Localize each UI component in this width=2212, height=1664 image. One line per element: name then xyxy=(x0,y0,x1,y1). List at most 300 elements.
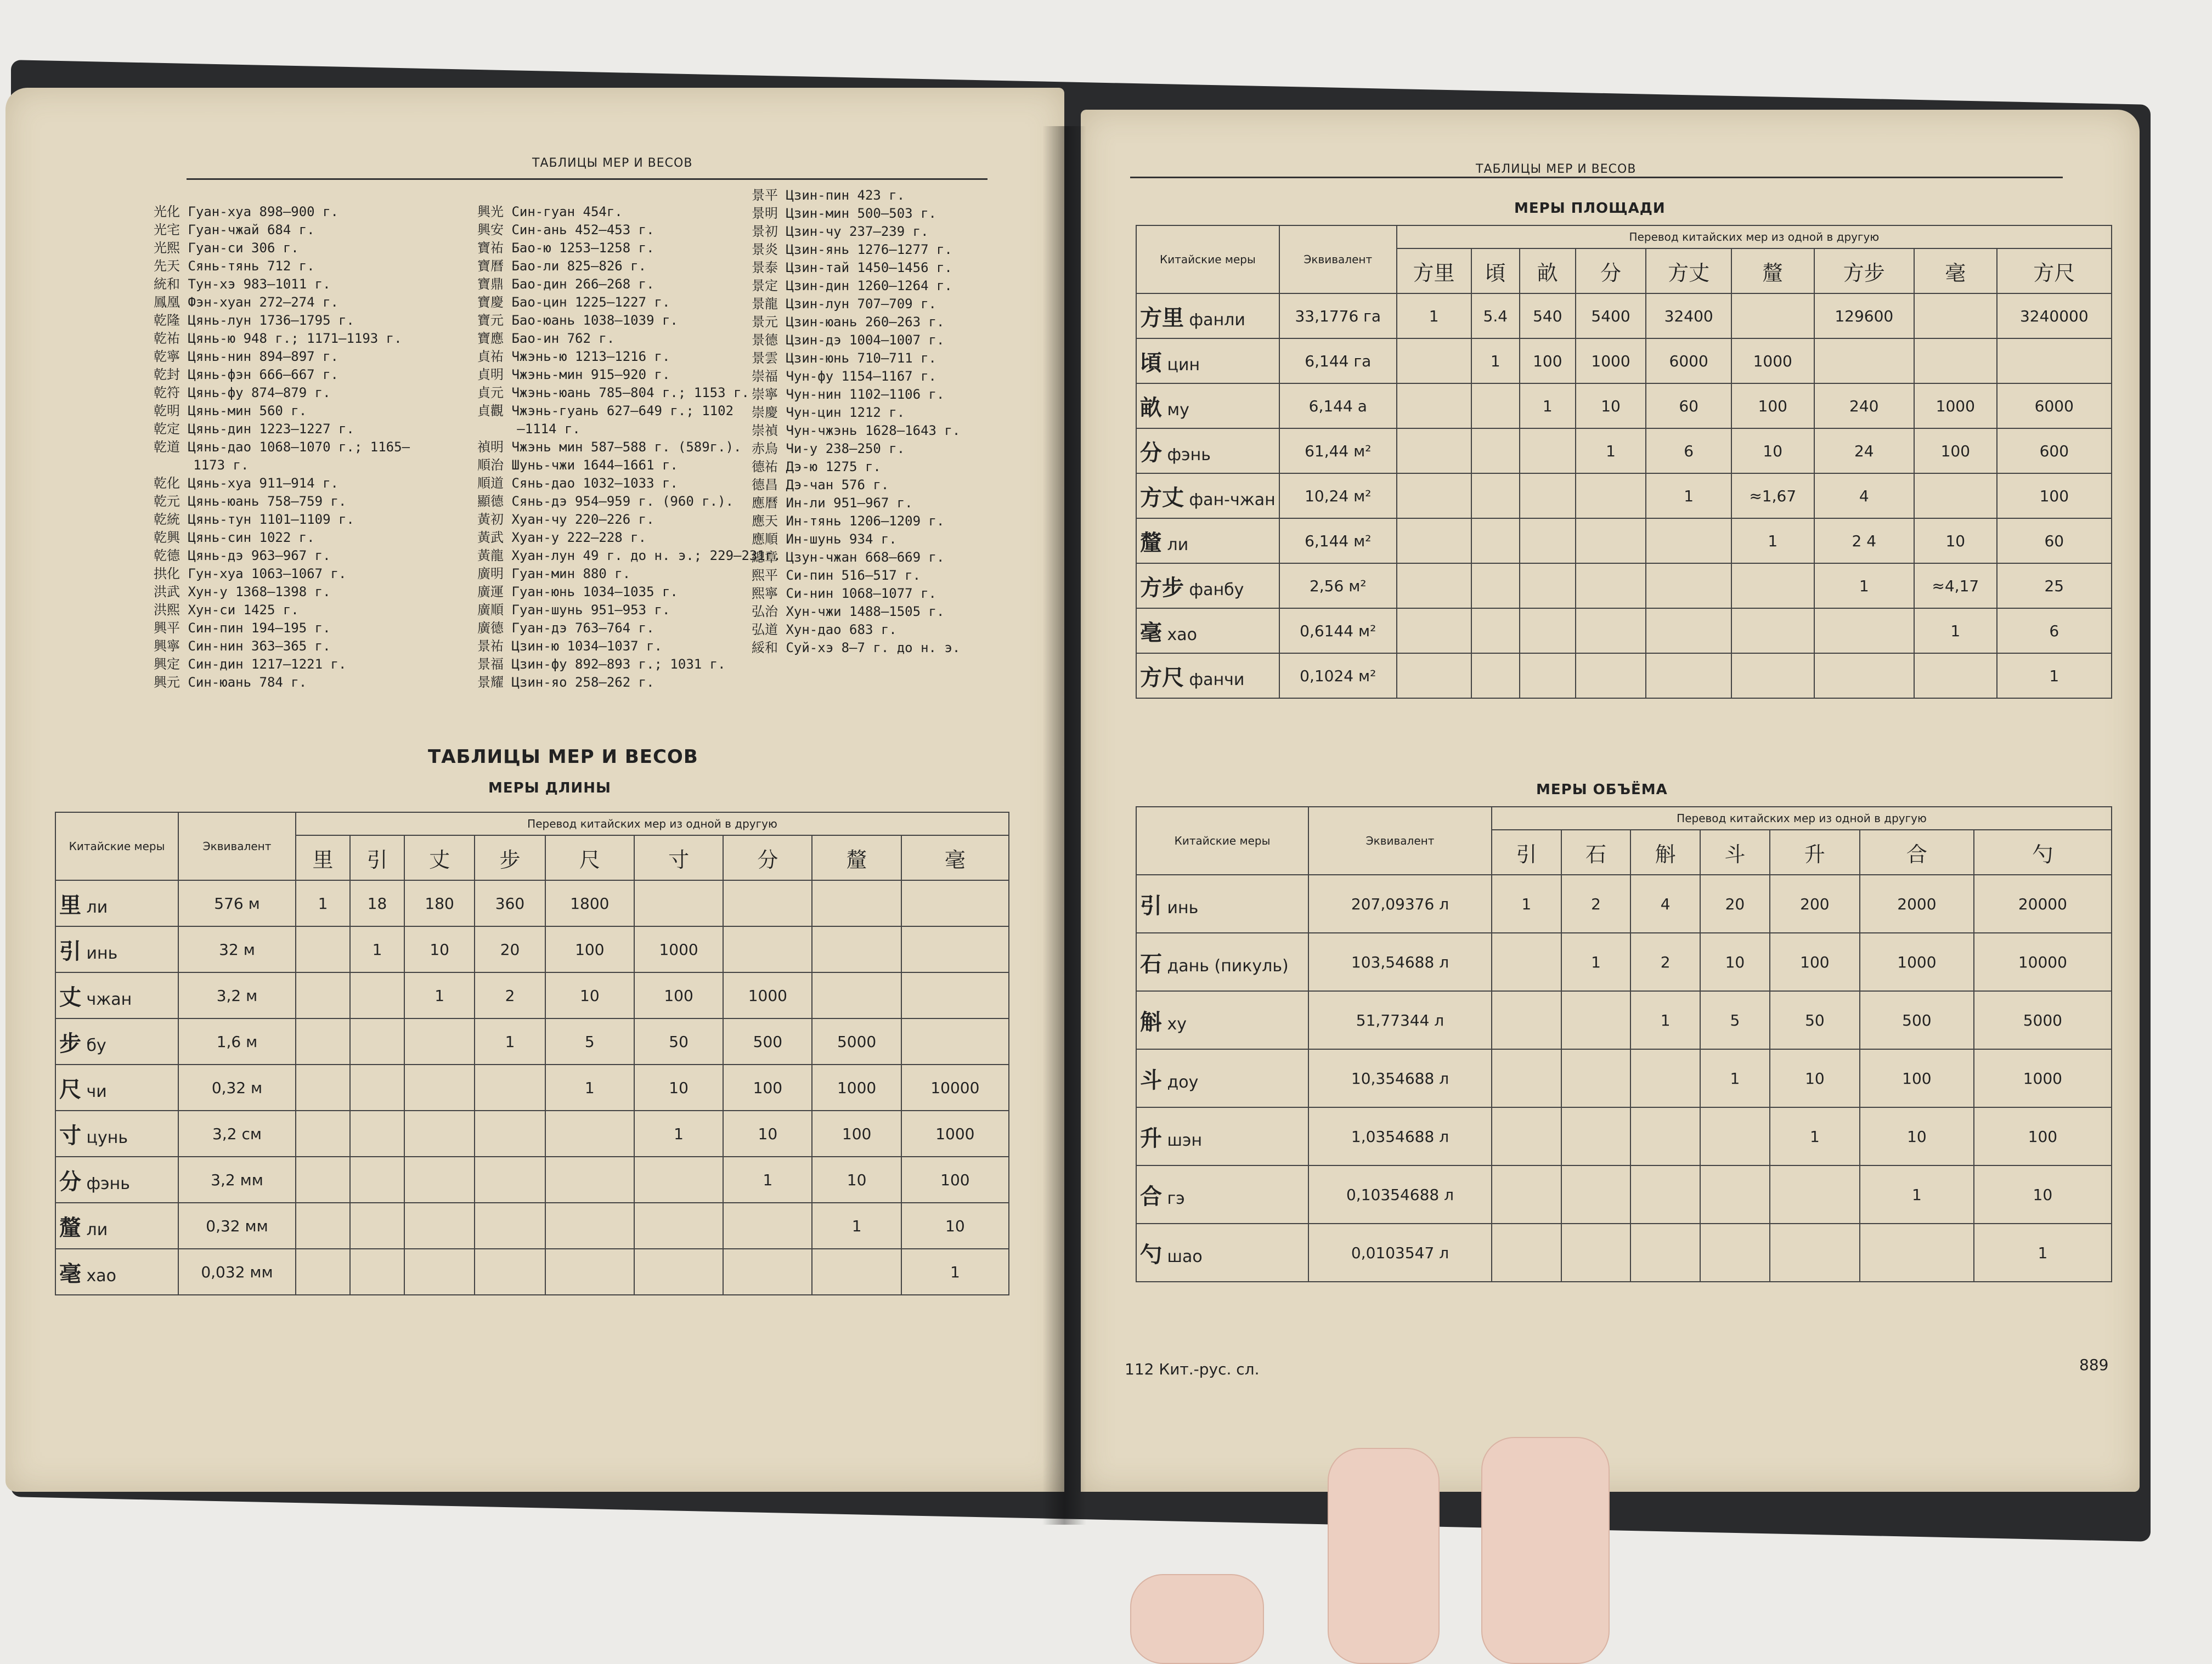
era-entry: 顯德 Сянь-дэ 954—959 г. (960 г.). xyxy=(477,494,734,509)
era-entry: 弘治 Хун-чжи 1488—1505 г. xyxy=(752,604,945,619)
unit-name xyxy=(1136,518,1279,563)
unit-header: 合 xyxy=(1860,830,1974,875)
equivalent-value: 51,77344 л xyxy=(1308,991,1492,1049)
table-row xyxy=(55,926,1009,972)
conversion-cell xyxy=(1492,1224,1561,1282)
equivalent-value: 0,32 м xyxy=(178,1065,296,1111)
right-header-rule xyxy=(1130,177,2063,178)
length-title: МЕРЫ ДЛИНЫ xyxy=(488,780,611,796)
volume-title: МЕРЫ ОБЪЁМА xyxy=(1536,782,1668,798)
era-entry: 光化 Гуан-хуа 898—900 г. xyxy=(154,204,338,219)
conversion-cell: 1 xyxy=(545,1065,634,1111)
conversion-cell xyxy=(545,1111,634,1157)
conversion-cell xyxy=(350,1157,404,1203)
conversion-cell: 1 xyxy=(1731,518,1814,563)
unit-hanzi: 升 xyxy=(1140,1125,1162,1151)
unit-name xyxy=(1136,338,1279,383)
header-equivalent: Эквивалент xyxy=(1279,225,1397,293)
unit-header: 方里 xyxy=(1397,248,1471,293)
table-row xyxy=(1136,1049,2112,1107)
unit-hanzi: 方尺 xyxy=(1140,665,1184,690)
conversion-cell: 1000 xyxy=(1731,338,1814,383)
conversion-cell: 1 xyxy=(1700,1049,1770,1107)
era-entry: 光宅 Гуан-чжай 684 г. xyxy=(154,222,315,237)
equivalent-value: 0,0103547 л xyxy=(1308,1224,1492,1282)
unit-reading: бу xyxy=(81,1035,106,1055)
conversion-cell xyxy=(296,972,350,1018)
conversion-cell xyxy=(350,1249,404,1295)
conversion-cell xyxy=(1397,338,1471,383)
table-row xyxy=(55,1111,1009,1157)
unit-header: 分 xyxy=(1576,248,1646,293)
era-entry: 景德 Цзин-дэ 1004—1007 г. xyxy=(752,332,945,348)
conversion-cell: 2000 xyxy=(1860,875,1974,933)
conversion-cell xyxy=(1561,1224,1631,1282)
conversion-cell xyxy=(1576,518,1646,563)
era-entry: 崇福 Чун-фу 1154—1167 г. xyxy=(752,369,936,384)
conversion-cell xyxy=(296,1065,350,1111)
era-entry: 弘道 Хун-дао 683 г. xyxy=(752,622,897,637)
era-entry: 乾道 Цянь-дао 1068—1070 г.; 1165— xyxy=(154,439,410,455)
right-page xyxy=(1081,110,2140,1492)
era-entry: 洪熙 Хун-си 1425 г. xyxy=(154,602,299,618)
unit-hanzi: 釐 xyxy=(1140,530,1162,556)
conversion-cell xyxy=(404,1249,475,1295)
era-entry: 景初 Цзин-чу 237—239 г. xyxy=(752,224,929,239)
unit-reading: ху xyxy=(1162,1014,1187,1034)
page-number: 889 xyxy=(2079,1356,2109,1374)
conversion-cell: 1 xyxy=(1520,383,1576,428)
conversion-cell xyxy=(1471,653,1520,698)
conversion-cell: 180 xyxy=(404,880,475,926)
era-entry: 興寧 Син-нин 363—365 г. xyxy=(154,638,331,654)
era-entry: 寶應 Бао-ин 762 г. xyxy=(477,331,615,346)
conversion-cell: 1000 xyxy=(1974,1049,2112,1107)
conversion-cell: 60 xyxy=(1997,518,2112,563)
unit-reading: хао xyxy=(81,1266,117,1286)
equivalent-value: 0,6144 м² xyxy=(1279,608,1397,653)
conversion-cell xyxy=(901,926,1009,972)
conversion-cell: 1000 xyxy=(723,972,812,1018)
conversion-cell xyxy=(1471,383,1520,428)
table-row xyxy=(1136,338,2112,383)
unit-name xyxy=(1136,608,1279,653)
era-entry: 乾興 Цянь-син 1022 г. xyxy=(154,530,315,545)
unit-header: 斗 xyxy=(1700,830,1770,875)
equivalent-value: 0,032 мм xyxy=(178,1249,296,1295)
conversion-cell: 100 xyxy=(1914,428,1997,473)
conversion-cell: 1800 xyxy=(545,880,634,926)
table-row xyxy=(55,1249,1009,1295)
era-entry: 景明 Цзин-мин 500—503 г. xyxy=(752,206,936,221)
era-list-column-1 xyxy=(154,203,410,692)
unit-reading: чи xyxy=(81,1082,107,1101)
era-entry: 乾隆 Цянь-лун 1736—1795 г. xyxy=(154,313,354,328)
header-conversion: Перевод китайских мер из одной в другую xyxy=(296,812,1009,835)
unit-reading: цин xyxy=(1162,355,1200,375)
table-row xyxy=(1136,991,2112,1049)
equivalent-value: 61,44 м² xyxy=(1279,428,1397,473)
conversion-cell xyxy=(296,926,350,972)
unit-header: 方丈 xyxy=(1646,248,1731,293)
equivalent-value: 6,144 а xyxy=(1279,383,1397,428)
conversion-cell: 100 xyxy=(1860,1049,1974,1107)
left-running-head: ТАБЛИЦЫ МЕР И ВЕСОВ xyxy=(532,156,693,170)
table-row xyxy=(1136,428,2112,473)
conversion-cell xyxy=(1492,1165,1561,1224)
era-entry: 廣德 Гуан-дэ 763—764 г. xyxy=(477,620,654,636)
equivalent-value: 6,144 м² xyxy=(1279,518,1397,563)
finger xyxy=(1130,1574,1264,1664)
conversion-cell: 50 xyxy=(1770,991,1860,1049)
unit-name xyxy=(55,1203,178,1249)
conversion-cell: 10 xyxy=(1576,383,1646,428)
era-entry: 順道 Сянь-дао 1032—1033 г. xyxy=(477,476,678,491)
header-measures: Китайские меры xyxy=(1136,807,1308,875)
era-entry: 崇寧 Чун-нин 1102—1106 г. xyxy=(752,387,945,402)
era-entry: 乾定 Цянь-дин 1223—1227 г. xyxy=(154,421,354,437)
header-conversion: Перевод китайских мер из одной в другую xyxy=(1492,807,2112,830)
conversion-cell xyxy=(1397,518,1471,563)
unit-name xyxy=(1136,383,1279,428)
conversion-cell: 20 xyxy=(475,926,545,972)
conversion-cell xyxy=(1520,563,1576,608)
conversion-cell: 360 xyxy=(475,880,545,926)
conversion-cell xyxy=(475,1203,545,1249)
conversion-cell xyxy=(1646,563,1731,608)
conversion-cell: 3240000 xyxy=(1997,293,2112,338)
conversion-cell: 100 xyxy=(812,1111,901,1157)
conversion-cell: 100 xyxy=(1974,1107,2112,1165)
era-entry: 拱化 Гун-хуа 1063—1067 г. xyxy=(154,566,347,581)
unit-header: 升 xyxy=(1770,830,1860,875)
header-equivalent: Эквивалент xyxy=(178,812,296,880)
conversion-cell xyxy=(1576,653,1646,698)
conversion-cell: 1 xyxy=(1814,563,1914,608)
conversion-cell: 1 xyxy=(1492,875,1561,933)
era-entry: 景元 Цзин-юань 260—263 г. xyxy=(752,314,945,330)
conversion-cell xyxy=(634,1157,723,1203)
unit-reading: шао xyxy=(1162,1247,1203,1266)
conversion-cell xyxy=(1397,383,1471,428)
era-entry: 總章 Цзун-чжан 668—669 г. xyxy=(752,550,945,565)
equivalent-value: 1,0354688 л xyxy=(1308,1107,1492,1165)
era-entry: 綏和 Суй-хэ 8—7 г. до н. э. xyxy=(752,640,961,655)
era-entry: 貞祐 Чжэнь-ю 1213—1216 г. xyxy=(477,349,670,364)
conversion-cell xyxy=(1520,518,1576,563)
conversion-cell xyxy=(1492,991,1561,1049)
conversion-cell xyxy=(404,1157,475,1203)
era-entry: 廣明 Гуан-мин 880 г. xyxy=(477,566,631,581)
era-entry: 赤烏 Чи-у 238—250 г. xyxy=(752,441,905,456)
era-entry: 興安 Син-ань 452—453 г. xyxy=(477,222,654,237)
conversion-cell: 1 xyxy=(1576,428,1646,473)
conversion-cell: 6 xyxy=(1997,608,2112,653)
unit-reading: хао xyxy=(1162,625,1198,644)
era-entry: 乾明 Цянь-мин 560 г. xyxy=(154,403,307,418)
era-entry: 先天 Сянь-тянь 712 г. xyxy=(154,258,315,274)
conversion-cell: 4 xyxy=(1814,473,1914,518)
conversion-cell: 5.4 xyxy=(1471,293,1520,338)
table-row xyxy=(1136,1165,2112,1224)
conversion-cell: 100 xyxy=(1770,933,1860,991)
conversion-cell xyxy=(723,1203,812,1249)
signature-line: 112 Кит.-рус. сл. xyxy=(1125,1360,1260,1378)
era-entry: 景祐 Цзин-ю 1034—1037 г. xyxy=(477,638,662,654)
era-entry: 乾寧 Цянь-нин 894—897 г. xyxy=(154,349,338,364)
unit-reading: цунь xyxy=(81,1128,128,1147)
conversion-cell: 100 xyxy=(901,1157,1009,1203)
conversion-cell xyxy=(1520,608,1576,653)
conversion-cell xyxy=(1630,1224,1700,1282)
conversion-cell: 10 xyxy=(545,972,634,1018)
conversion-cell xyxy=(1520,473,1576,518)
conversion-cell xyxy=(1576,473,1646,518)
unit-reading: фан-чжан xyxy=(1184,490,1276,510)
conversion-cell xyxy=(1914,338,1997,383)
equivalent-value: 6,144 га xyxy=(1279,338,1397,383)
unit-name xyxy=(1136,293,1279,338)
unit-name xyxy=(55,880,178,926)
conversion-cell: 1000 xyxy=(634,926,723,972)
unit-header: 寸 xyxy=(634,835,723,880)
unit-reading: фанчи xyxy=(1184,670,1245,689)
unit-reading: инь xyxy=(81,943,118,963)
era-entry: 乾祐 Цянь-ю 948 г.; 1171—1193 г. xyxy=(154,331,402,346)
equivalent-value: 0,10354688 л xyxy=(1308,1165,1492,1224)
conversion-cell: 100 xyxy=(1731,383,1814,428)
table-row xyxy=(1136,473,2112,518)
conversion-cell xyxy=(545,1249,634,1295)
conversion-cell: 5400 xyxy=(1576,293,1646,338)
unit-reading: чжан xyxy=(81,989,132,1009)
conversion-cell xyxy=(296,1018,350,1065)
unit-name xyxy=(55,1249,178,1295)
unit-header: 毫 xyxy=(1914,248,1997,293)
conversion-cell xyxy=(1471,608,1520,653)
area-table xyxy=(1136,225,2112,699)
unit-hanzi: 斛 xyxy=(1140,1009,1162,1035)
conversion-cell: 129600 xyxy=(1814,293,1914,338)
unit-reading: фэнь xyxy=(81,1174,130,1193)
unit-header: 頃 xyxy=(1471,248,1520,293)
era-entry: 景炎 Цзин-янь 1276—1277 г. xyxy=(752,242,952,257)
unit-name xyxy=(1136,1049,1308,1107)
unit-reading: гэ xyxy=(1162,1188,1185,1208)
era-entry: 熙寧 Си-нин 1068—1077 г. xyxy=(752,586,936,601)
conversion-cell xyxy=(1646,608,1731,653)
conversion-cell xyxy=(1520,653,1576,698)
unit-reading: доу xyxy=(1162,1072,1199,1092)
conversion-cell: 1 xyxy=(1914,608,1997,653)
conversion-cell xyxy=(1997,338,2112,383)
table-row xyxy=(1136,293,2112,338)
era-entry: 應天 Ин-тянь 1206—1209 г. xyxy=(752,513,945,529)
conversion-cell: 600 xyxy=(1997,428,2112,473)
conversion-cell xyxy=(1492,1049,1561,1107)
conversion-cell: ≈4,17 xyxy=(1914,563,1997,608)
conversion-cell xyxy=(404,1018,475,1065)
conversion-cell xyxy=(1914,653,1997,698)
conversion-cell: 1 xyxy=(723,1157,812,1203)
era-entry: 禎明 Чжэнь мин 587—588 г. (589г.). xyxy=(477,439,742,455)
conversion-cell xyxy=(475,1065,545,1111)
era-entry: 貞元 Чжэнь-юань 785—804 г.; 1153 г. xyxy=(477,385,749,400)
unit-name xyxy=(1136,563,1279,608)
spine-shadow xyxy=(1042,126,1086,1525)
unit-header: 尺 xyxy=(545,835,634,880)
table-row xyxy=(55,1157,1009,1203)
table-row xyxy=(1136,1107,2112,1165)
conversion-cell xyxy=(1630,1165,1700,1224)
era-entry: 廣順 Гуан-шунь 951—953 г. xyxy=(477,602,670,618)
conversion-cell: 240 xyxy=(1814,383,1914,428)
era-entry: 熙平 Си-пин 516—517 г. xyxy=(752,568,921,583)
equivalent-value: 3,2 м xyxy=(178,972,296,1018)
unit-reading: инь xyxy=(1162,898,1199,918)
conversion-cell: 10 xyxy=(812,1157,901,1203)
right-running-head: ТАБЛИЦЫ МЕР И ВЕСОВ xyxy=(1476,162,1637,176)
conversion-cell: 1 xyxy=(1974,1224,2112,1282)
unit-hanzi: 引 xyxy=(1140,893,1162,919)
conversion-cell xyxy=(1770,1165,1860,1224)
unit-reading: фанли xyxy=(1184,310,1245,330)
conversion-cell xyxy=(1860,1224,1974,1282)
conversion-cell xyxy=(1561,991,1631,1049)
conversion-cell xyxy=(1561,1049,1631,1107)
unit-name xyxy=(1136,1165,1308,1224)
unit-header: 引 xyxy=(350,835,404,880)
unit-name xyxy=(1136,933,1308,991)
conversion-cell xyxy=(1646,653,1731,698)
table-row xyxy=(1136,383,2112,428)
unit-hanzi: 步 xyxy=(59,1031,81,1056)
era-entry: 黃龍 Хуан-лун 49 г. до н. э.; 229—231г. xyxy=(477,548,781,563)
era-list-column-3 xyxy=(752,186,960,657)
unit-name xyxy=(1136,991,1308,1049)
conversion-cell: 100 xyxy=(1997,473,2112,518)
conversion-cell xyxy=(812,972,901,1018)
era-entry: 洪武 Хун-у 1368—1398 г. xyxy=(154,584,331,599)
unit-header: 釐 xyxy=(812,835,901,880)
unit-header: 丈 xyxy=(404,835,475,880)
conversion-cell xyxy=(1520,428,1576,473)
area-title: МЕРЫ ПЛОЩАДИ xyxy=(1514,200,1666,217)
conversion-cell xyxy=(1397,428,1471,473)
conversion-cell: 100 xyxy=(545,926,634,972)
era-entry: 應順 Ин-шунь 934 г. xyxy=(752,531,897,547)
conversion-cell: 60 xyxy=(1646,383,1731,428)
era-entry: 景福 Цзин-фу 892—893 г.; 1031 г. xyxy=(477,656,726,672)
unit-header: 釐 xyxy=(1731,248,1814,293)
conversion-cell xyxy=(404,1111,475,1157)
era-entry: 景龍 Цзин-лун 707—709 г. xyxy=(752,296,936,312)
conversion-cell xyxy=(296,1249,350,1295)
conversion-cell xyxy=(1814,653,1914,698)
conversion-cell: 1 xyxy=(1471,338,1520,383)
unit-hanzi: 毫 xyxy=(59,1261,81,1287)
era-list-column-2 xyxy=(477,203,781,692)
conversion-cell xyxy=(1700,1165,1770,1224)
unit-hanzi: 引 xyxy=(59,938,81,964)
equivalent-value: 32 м xyxy=(178,926,296,972)
era-entry: 德祐 Дэ-ю 1275 г. xyxy=(752,459,881,474)
conversion-cell: 1 xyxy=(350,926,404,972)
section-title: ТАБЛИЦЫ МЕР И ВЕСОВ xyxy=(428,746,698,768)
table-row xyxy=(55,880,1009,926)
conversion-cell: 5000 xyxy=(812,1018,901,1065)
unit-reading: фанбу xyxy=(1184,580,1244,599)
era-entry: 光熙 Гуан-си 306 г. xyxy=(154,240,299,256)
header-measures: Китайские меры xyxy=(55,812,178,880)
conversion-cell: 10 xyxy=(1770,1049,1860,1107)
era-entry: 興定 Син-дин 1217—1221 г. xyxy=(154,656,347,672)
conversion-cell xyxy=(1914,293,1997,338)
unit-header: 引 xyxy=(1492,830,1561,875)
era-entry: 乾元 Цянь-юань 758—759 г. xyxy=(154,494,347,509)
finger xyxy=(1328,1448,1440,1664)
conversion-cell xyxy=(1471,563,1520,608)
conversion-cell xyxy=(475,1249,545,1295)
conversion-cell xyxy=(404,1203,475,1249)
conversion-cell xyxy=(723,926,812,972)
table-row xyxy=(1136,1224,2112,1282)
conversion-cell: 1000 xyxy=(812,1065,901,1111)
era-entry: 興光 Син-гуан 454г. xyxy=(477,204,623,219)
conversion-cell: 4 xyxy=(1630,875,1700,933)
unit-header: 方步 xyxy=(1814,248,1914,293)
unit-name xyxy=(1136,653,1279,698)
conversion-cell xyxy=(901,1018,1009,1065)
table-row xyxy=(55,1065,1009,1111)
era-entry: 寶曆 Бао-ли 825—826 г. xyxy=(477,258,647,274)
unit-hanzi: 斗 xyxy=(1140,1067,1162,1093)
conversion-cell: 6000 xyxy=(1646,338,1731,383)
era-entry: 景泰 Цзин-тай 1450—1456 г. xyxy=(752,260,952,275)
equivalent-value: 10,354688 л xyxy=(1308,1049,1492,1107)
conversion-cell xyxy=(1471,518,1520,563)
conversion-cell: 5000 xyxy=(1974,991,2112,1049)
conversion-cell xyxy=(545,1203,634,1249)
conversion-cell: 1 xyxy=(1561,933,1631,991)
table-row xyxy=(55,972,1009,1018)
conversion-cell xyxy=(1397,608,1471,653)
unit-hanzi: 勺 xyxy=(1140,1242,1162,1267)
unit-header: 畝 xyxy=(1520,248,1576,293)
conversion-cell xyxy=(350,972,404,1018)
conversion-cell xyxy=(1576,608,1646,653)
era-entry: 應曆 Ин-ли 951—967 г. xyxy=(752,495,913,511)
conversion-cell xyxy=(545,1157,634,1203)
conversion-cell: 24 xyxy=(1814,428,1914,473)
equivalent-value: 3,2 см xyxy=(178,1111,296,1157)
conversion-cell xyxy=(1731,293,1814,338)
era-entry: 統和 Тун-хэ 983—1011 г. xyxy=(154,276,331,292)
unit-reading: ли xyxy=(81,1220,108,1239)
conversion-cell: 1 xyxy=(404,972,475,1018)
header-equivalent: Эквивалент xyxy=(1308,807,1492,875)
era-entry: 乾化 Цянь-хуа 911—914 г. xyxy=(154,476,338,491)
conversion-cell xyxy=(350,1203,404,1249)
conversion-cell: 1000 xyxy=(1860,933,1974,991)
length-table xyxy=(55,812,1009,1295)
conversion-cell: 10 xyxy=(1914,518,1997,563)
conversion-cell xyxy=(296,1111,350,1157)
unit-hanzi: 毫 xyxy=(1140,620,1162,646)
era-entry: 景定 Цзин-дин 1260—1264 г. xyxy=(752,278,952,293)
conversion-cell: 540 xyxy=(1520,293,1576,338)
equivalent-value: 103,54688 л xyxy=(1308,933,1492,991)
